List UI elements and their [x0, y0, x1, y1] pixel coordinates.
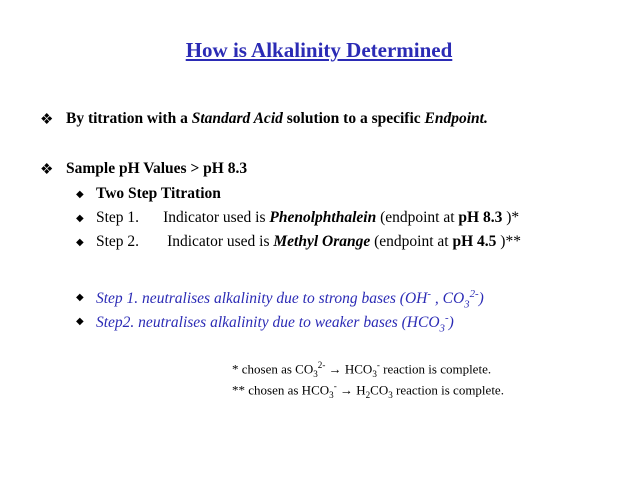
bullet-sample-ph: Sample pH Values > pH 8.3: [66, 160, 248, 177]
small-diamond-bullet-icon: ◆: [76, 189, 84, 200]
note-text: * chosen as CO: [232, 361, 314, 377]
superscript: 2-: [317, 360, 326, 370]
small-diamond-bullet-icon: ◆: [76, 316, 84, 327]
step-text: )*: [502, 209, 520, 226]
subscript: 3: [329, 389, 334, 400]
slide-title: How is Alkalinity Determined: [185, 38, 453, 62]
superscript: -: [444, 312, 449, 324]
step-text: )**: [496, 233, 521, 250]
subscript: 3: [388, 389, 393, 400]
subscript: 3: [439, 322, 445, 335]
step-text: ): [478, 290, 484, 308]
step-text: Step 1. neutralises alkalinity due to strong bases (OH: [96, 290, 428, 308]
step-text: Indicator used is: [163, 209, 270, 226]
superscript: -: [427, 288, 431, 300]
diamond-bullet-icon: ❖: [40, 112, 54, 128]
subscript: 3: [464, 298, 470, 311]
bullet-emphasis: Standard Acid: [191, 110, 283, 127]
superscript: -: [376, 360, 380, 370]
footnote-2: [232, 381, 504, 400]
subscript: 2: [365, 389, 371, 400]
footnote-1: [232, 360, 491, 379]
note-text: CO: [370, 382, 389, 398]
step-label: Step 1.: [96, 209, 140, 226]
indicator-name: Phenolphthalein: [269, 209, 377, 226]
bullet-text: By titration with a: [66, 110, 192, 127]
step-label: Step 2.: [96, 233, 140, 250]
sub-step1-neutralises: [96, 288, 484, 310]
bullet-emphasis: Endpoint.: [424, 110, 488, 127]
endpoint-ph: pH 4.5: [452, 233, 497, 250]
step-text: ): [448, 314, 454, 332]
superscript: 2-: [469, 288, 479, 300]
sub-step-2: [96, 233, 521, 251]
note-text: HCO: [344, 361, 373, 377]
endpoint-ph: pH 8.3: [458, 209, 503, 226]
sub-step2-neutralises: [96, 312, 454, 334]
arrow-icon: →: [336, 382, 357, 398]
sub-two-step: Two Step Titration: [96, 185, 221, 202]
step-text: (endpoint at: [370, 233, 453, 250]
step-text: Indicator used is: [167, 233, 274, 250]
note-text: H: [356, 382, 366, 398]
note-text: reaction is complete.: [379, 361, 492, 377]
step-text: , CO: [430, 290, 465, 308]
indicator-name: Methyl Orange: [273, 233, 371, 250]
subscript: 3: [313, 368, 318, 379]
note-text: ** chosen as HCO: [232, 382, 330, 398]
small-diamond-bullet-icon: ◆: [76, 237, 84, 248]
note-text: reaction is complete.: [392, 382, 504, 398]
small-diamond-bullet-icon: ◆: [76, 213, 84, 224]
subscript: 3: [372, 368, 377, 379]
sub-step-1: [96, 209, 519, 227]
small-diamond-bullet-icon: ◆: [76, 292, 84, 303]
step-text: Step2. neutralises alkalinity due to weaker bases (HCO: [96, 314, 440, 332]
step-text: (endpoint at: [376, 209, 459, 226]
bullet-titration: [66, 110, 488, 128]
superscript: -: [333, 381, 337, 391]
diamond-bullet-icon: ❖: [40, 162, 54, 178]
arrow-icon: →: [325, 361, 345, 377]
bullet-text: solution to a specific: [282, 110, 425, 127]
